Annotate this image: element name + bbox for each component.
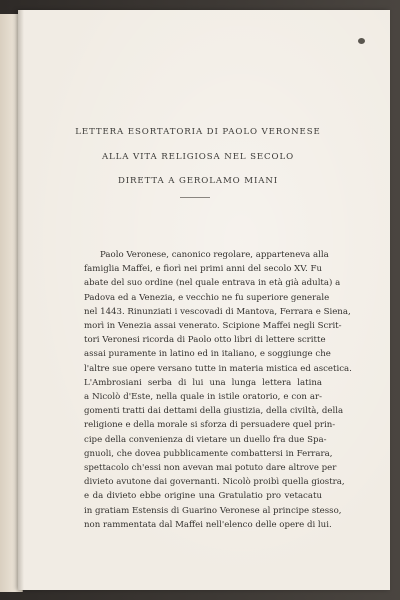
text-line: l'altre sue opere versano tutte in materia mistica ed ascetica. xyxy=(84,363,352,374)
text-line: nel 1443. Rinunziati i vescovadi di Mantova, Ferrara e Siena, xyxy=(84,306,351,317)
text-line: divieto avutone dai governanti. Nicolò proibì quella giostra, xyxy=(84,477,345,488)
text-line: Paolo Veronese, canonico regolare, apparteneva alla xyxy=(100,250,329,260)
text-line: Padova ed a Venezia, e vecchio ne fu superiore generale xyxy=(84,292,330,303)
text-line: tori Veronesi ricorda di Paolo otto libri di lettere scritte xyxy=(84,335,326,346)
text-line: morì in Venezia assai venerato. Scipione Maffei negli Scrit- xyxy=(84,321,342,332)
title-line-3: DIRETTA A GEROLAMO MIANI xyxy=(117,176,279,186)
book-page xyxy=(18,10,390,590)
text-line: religione e della morale si sforza di persuadere quel prin- xyxy=(84,420,336,431)
text-line: gnuoli, che dovea pubblicamente combattersi in Ferrara, xyxy=(84,448,333,459)
text-line: cipe della convenienza di vietare un duello fra due Spa- xyxy=(84,434,327,445)
title-line-1: LETTERA ESORTATORIA DI PAOLO VERONESE xyxy=(75,127,321,137)
text-line: non rammentata dal Maffei nell'elenco delle opere di lui. xyxy=(84,519,332,530)
section-divider xyxy=(180,197,210,198)
text-line: abate del suo ordine (nel quale entrava in età già adulta) a xyxy=(84,278,341,289)
title-line-2: ALLA VITA RELIGIOSA NEL SECOLO xyxy=(101,152,295,162)
text-line: in gratiam Estensis di Guarino Veronese al principe stesso, xyxy=(84,505,342,516)
text-line: assai puramente in latino ed in italiano, e soggiunge che xyxy=(84,349,331,360)
text-line: e da divieto ebbe origine una Gratulatio pro vetacatu xyxy=(84,491,322,502)
page-gutter-shadow xyxy=(18,10,24,590)
body-paragraph xyxy=(84,248,352,532)
text-line: gomenti tratti dai dettami della giustizia, della civiltà, della xyxy=(84,406,344,417)
text-line: L'Ambrosiani serba di lui una lunga lettera latina xyxy=(84,377,322,388)
text-line: famiglia Maffei, e fiorì nei primi anni del secolo XV. Fu xyxy=(84,264,322,275)
text-line: a Nicolò d'Este, nella quale in istile oratorio, e con ar- xyxy=(84,392,322,403)
text-line: spettacolo ch'essi non avevan mai potuto dare altrove per xyxy=(84,463,337,474)
ink-spot xyxy=(358,38,365,44)
